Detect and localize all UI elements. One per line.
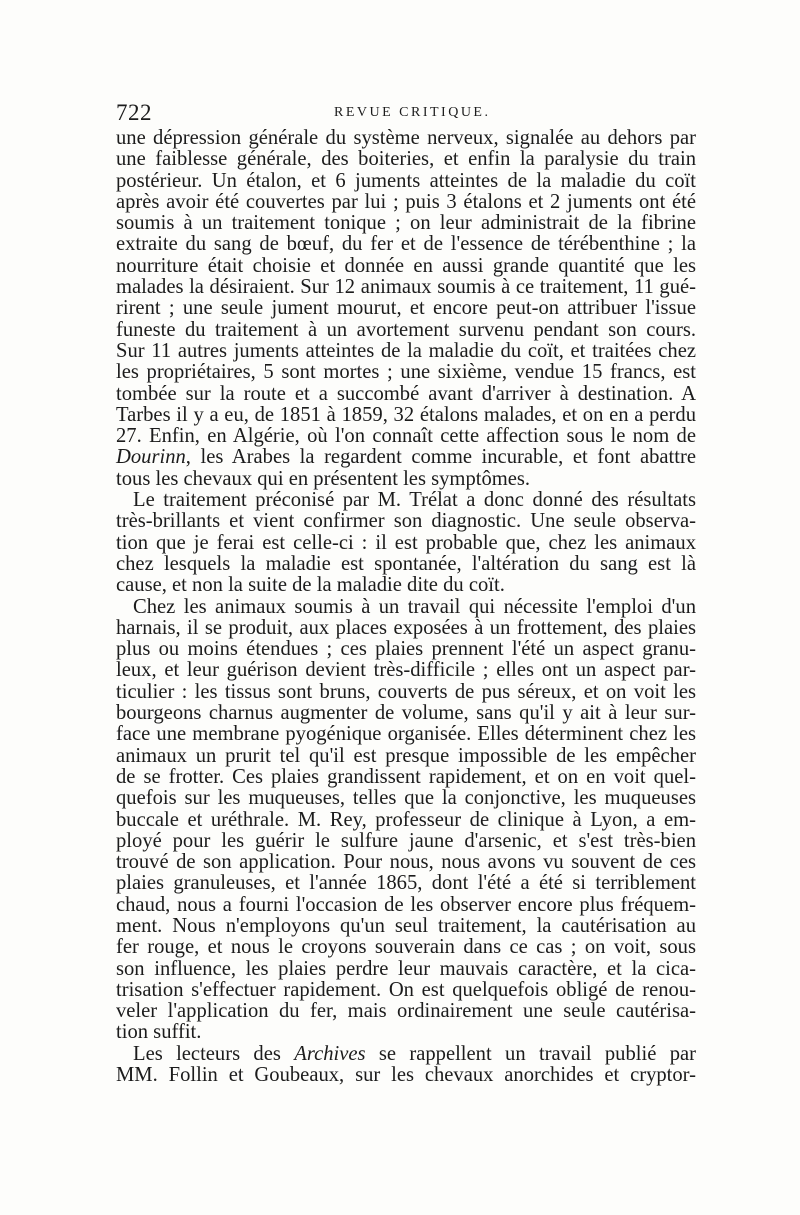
text-line: Sur 11 autres juments atteintes de la maladie du coït, et traitées chez — [116, 339, 696, 362]
text-line: bourgeons charnus augmenter de volume, sans qu'il y ait à leur sur- — [116, 702, 696, 725]
body-text — [116, 128, 696, 1086]
text-line: MM. Follin et Goubeaux, sur les chevaux anorchides et cryptor- — [116, 1064, 696, 1087]
text-line: une faiblesse générale, des boiteries, et enfin la paralysie du train — [116, 148, 696, 171]
text-line: ticulier : les tissus sont bruns, couverts de pus séreux, et on voit les — [116, 680, 696, 703]
text-line: extraite du sang de bœuf, du fer et de l'essence de térébenthine ; la — [116, 233, 696, 256]
text-line: ment. Nous n'employons qu'un seul traitement, la cautérisation au — [116, 914, 696, 937]
text-line: tion que je ferai est celle-ci : il est probable que, chez les animaux — [116, 531, 696, 554]
text-line: Dourinn, les Arabes la regardent comme incurable, et font abattre — [116, 446, 696, 469]
italic-term: Archives — [294, 1042, 366, 1065]
text-line: malades la désiraient. Sur 12 animaux soumis à ce traitement, 11 gué- — [116, 276, 696, 299]
text-line: plus ou moins étendues ; ces plaies prennent l'été un aspect granu- — [116, 638, 696, 661]
text-line: fer rouge, et nous le croyons souverain dans ce cas ; on voit, sous — [116, 936, 696, 959]
text-line: tous les chevaux qui en présentent les symptômes. — [116, 467, 531, 490]
text-line: face une membrane pyogénique organisée. Elles déterminent chez les — [116, 723, 696, 746]
running-head — [116, 100, 696, 128]
text-line: tion suffit. — [116, 1021, 202, 1044]
text-line: postérieur. Un étalon, et 6 juments atteintes de la maladie du coït — [116, 169, 696, 192]
text-line: leux, et leur guérison devient très-difficile ; elles ont un aspect par- — [116, 659, 696, 682]
text-line: buccale et uréthrale. M. Rey, professeur de clinique à Lyon, a em- — [116, 808, 696, 831]
text-line: chaud, nous a fourni l'occasion de les observer encore plus fréquem- — [116, 893, 696, 916]
text-line: funeste du traitement à un avortement survenu pendant son cours. — [116, 318, 696, 341]
text-line: harnais, il se produit, aux places exposées à un frottement, des plaies — [116, 616, 696, 639]
text-line: Le traitement préconisé par M. Trélat a donc donné des résultats — [133, 489, 696, 512]
text-line: nourriture était choisie et donnée en aussi grande quantité que les — [116, 254, 696, 277]
text-line: soumis à un traitement tonique ; on leur administrait de la fibrine — [116, 212, 696, 235]
text-line: plaies granuleuses, et l'année 1865, dont l'été a été si terriblement — [116, 872, 696, 895]
text-line: trouvé de son application. Pour nous, nous avons vu souvent de ces — [116, 851, 696, 874]
text-line: de se frotter. Ces plaies grandissent rapidement, et on en voit quel- — [116, 765, 696, 788]
text-line: très-brillants et vient confirmer son diagnostic. Une seule observa- — [116, 510, 696, 533]
text-line: 27. Enfin, en Algérie, où l'on connaît cette affection sous le nom de — [116, 425, 696, 448]
text-line: veler l'application du fer, mais ordinairement une seule cautérisa- — [116, 1000, 696, 1023]
text-line: ployé pour les guérir le sulfure jaune d'arsenic, et s'est très-bien — [116, 829, 696, 852]
page-number: 722 — [116, 100, 152, 125]
text-line: trisation s'effectuer rapidement. On est quelquefois obligé de renou- — [116, 978, 696, 1001]
text-line: Tarbes il y a eu, de 1851 à 1859, 32 étalons malades, et on en a perdu — [116, 403, 696, 426]
text-line: animaux un prurit tel qu'il est presque impossible de les empêcher — [116, 744, 696, 767]
text-line: cause, et non la suite de la maladie dite du coït. — [116, 574, 505, 597]
text-line: après avoir été couvertes par lui ; puis 3 étalons et 2 juments ont été — [116, 190, 696, 213]
journal-title: REVUE CRITIQUE. — [334, 105, 491, 120]
text-line: tombée sur la route et a succombé avant d'arriver à destination. A — [116, 382, 696, 405]
text-line: chez lesquels la maladie est spontanée, l'altération du sang est là — [116, 552, 696, 575]
text-line: Chez les animaux soumis à un travail qui nécessite l'emploi d'un — [133, 595, 696, 618]
text-line: Les lecteurs des Archives se rappellent un travail publié par — [133, 1042, 696, 1065]
text-line: son influence, les plaies perdre leur mauvais caractère, et la cica- — [116, 957, 696, 980]
text-line: rirent ; une seule jument mourut, et encore peut-on attribuer l'issue — [116, 297, 696, 320]
text-line: une dépression générale du système nerveux, signalée au dehors par — [116, 127, 696, 149]
text-line: quefois sur les muqueuses, telles que la conjonctive, les muqueuses — [116, 787, 696, 810]
italic-term: Dourinn — [116, 446, 186, 469]
text-line: les propriétaires, 5 sont mortes ; une sixième, vendue 15 francs, est — [116, 361, 696, 384]
